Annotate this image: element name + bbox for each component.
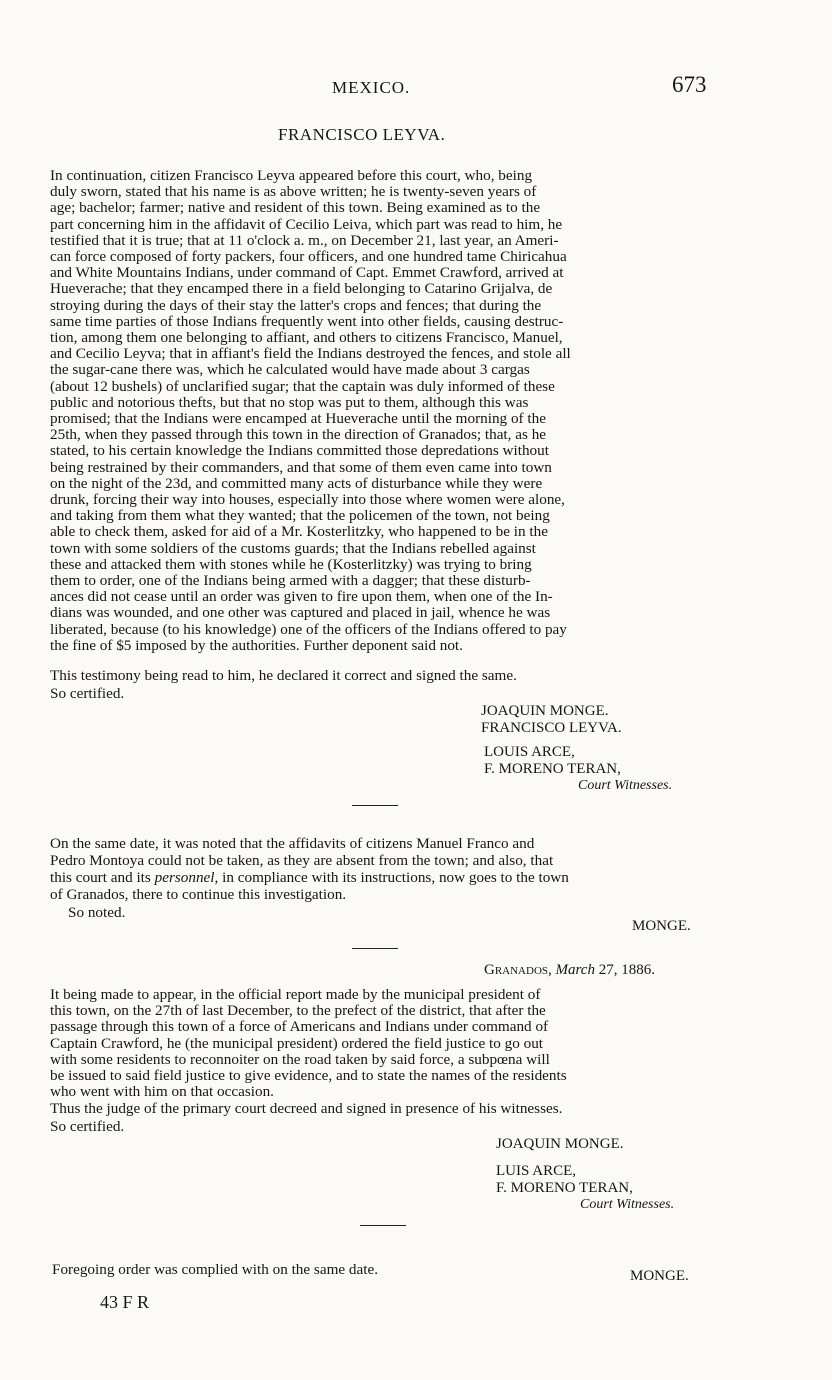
signature-leyva: FRANCISCO LEYVA. (481, 720, 622, 736)
testimony-line: and White Mountains Indians, under command of Capt. Emmet Crawford, arrived at (50, 264, 564, 282)
decree-line: this town, on the 27th of last December, to the prefect of the district, that after the (50, 1002, 546, 1020)
signature-monge-3: JOAQUIN MONGE. (496, 1136, 624, 1152)
dateline (484, 962, 655, 978)
testimony-line: promised; that the Indians were encamped at Hueverache until the morning of the (50, 410, 546, 428)
testimony-line: ances did not cease until an order was given to fire upon them, when one of the In- (50, 588, 553, 606)
dateline-place: Granados, (484, 962, 552, 978)
testimony-line: on the night of the 23d, and committed many acts of disturbance while they were (50, 474, 543, 492)
testimony-line: testified that it is true; that at 11 o'clock a. m., on December 21, last year, an Ameri- (50, 231, 559, 249)
decree-line: Captain Crawford, he (the municipal president) ordered the field justice to go out (50, 1034, 544, 1052)
section-divider-3 (360, 1225, 406, 1226)
decree-line: be issued to said field justice to give evidence, and to state the names of the residents (50, 1067, 567, 1085)
note-line-3 (50, 870, 569, 886)
testimony-line: drunk, forcing their way into houses, especially into those where women were alone, (50, 491, 565, 509)
note-line-3-post: in compliance with its instructions, now goes to the town (218, 869, 569, 886)
testimony-line: being restrained by their commanders, and that some of them even came into town (50, 458, 552, 476)
testimony-line: dians was wounded, and one other was captured and placed in jail, whence he was (50, 604, 551, 622)
testimony-line: Hueverache; that they encamped there in a field belonging to Catarino Grijalva, de (50, 280, 553, 298)
witness-teran-1: F. MORENO TERAN, (484, 761, 621, 777)
testimony-line: the sugar-cane there was, which he calculated would have made about 3 cargas (50, 361, 530, 379)
testimony-closing: This testimony being read to him, he declared it correct and signed the same. (50, 667, 517, 684)
testimony-line: town with some soldiers of the customs guards; that the Indians rebelled against (50, 539, 536, 557)
decree-line: passage through this town of a force of Americans and Indians under command of (50, 1018, 549, 1036)
decree-line: It being made to appear, in the official report made by the municipal president of (50, 986, 541, 1003)
testimony-line: and taking from them what they wanted; that the policemen of the town, not being (50, 507, 550, 525)
note-line-4: of Granados, there to continue this investigation. (50, 886, 347, 903)
testimony-line: can force composed of forty packers, four officers, and one hundred tame Chiricahua (50, 248, 567, 266)
testimony-line: and Cecilio Leyva; that in affiant's field the Indians destroyed the fences, and stole all (50, 345, 571, 363)
testimony-line: able to check them, asked for aid of a Mr. Kosterlitzky, who happened to be in the (50, 523, 548, 541)
testimony-line: age; bachelor; farmer; native and resident of this town. Being examined as to the (50, 199, 541, 217)
dateline-rest: 27, 1886. (598, 962, 655, 978)
testimony-line: stroying during the days of their stay the latter's crops and fences; that during the (50, 296, 542, 314)
testimony-line: them to order, one of the Indians being armed with a dagger; that these disturb- (50, 572, 531, 590)
section-title: FRANCISCO LEYVA. (278, 125, 446, 144)
testimony-line: stated, to his certain knowledge the Indians committed those depredations without (50, 442, 549, 460)
witness-arce-1: LOUIS ARCE, (484, 744, 575, 760)
so-certified-1: So certified. (50, 685, 125, 702)
signature-monge-4: MONGE. (630, 1268, 689, 1284)
testimony-line: 25th, when they passed through this town in the direction of Granados; that, as he (50, 426, 547, 444)
testimony-line: public and notorious thefts, but that no stop was put to them, although this was (50, 393, 529, 411)
testimony-line: tion, among them one belonging to affiant, and others to citizens Francisco, Manuel, (50, 329, 563, 347)
page-number: 673 (672, 72, 707, 97)
section-divider-1 (352, 805, 398, 806)
decree-paragraph (50, 987, 716, 1100)
testimony-paragraph (50, 168, 716, 670)
testimony-line: In continuation, citizen Francisco Leyva appeared before this court, who, being (50, 167, 533, 184)
compliance-note: Foregoing order was complied with on the same date. (52, 1261, 379, 1278)
decree-closing: Thus the judge of the primary court decreed and signed in presence of his witnesses. (50, 1100, 563, 1117)
section-divider-2 (352, 948, 398, 949)
signature-monge-2: MONGE. (632, 918, 691, 934)
note-line-1: On the same date, it was noted that the affidavits of citizens Manuel Franco and (50, 835, 535, 852)
witness-arce-2: LUIS ARCE, (496, 1163, 577, 1179)
witness-teran-2: F. MORENO TERAN, (496, 1180, 633, 1196)
note-line-2: Pedro Montoya could not be taken, as they are absent from the town; and also, that (50, 852, 554, 869)
court-witnesses-label-1: Court Witnesses. (578, 778, 673, 793)
so-noted: So noted. (68, 904, 126, 921)
note-personnel: personnel, (154, 869, 219, 886)
dateline-month: March (555, 962, 595, 978)
testimony-line: the fine of $5 imposed by the authorities. Further deponent said not. (50, 636, 463, 654)
court-witnesses-label-2: Court Witnesses. (580, 1197, 675, 1212)
testimony-line: liberated, because (to his knowledge) one of the officers of the Indians offered to pay (50, 620, 567, 638)
signature-mark: 43 F R (100, 1292, 150, 1312)
note-line-3-pre: this court and its (50, 869, 155, 886)
testimony-line: (about 12 bushels) of unclarified sugar; that the captain was duly informed of these (50, 377, 555, 395)
testimony-line: same time parties of those Indians frequently went into other fields, causing destruc- (50, 312, 564, 330)
testimony-line: duly sworn, stated that his name is as above written; he is twenty-seven years of (50, 183, 537, 201)
testimony-line: part concerning him in the affidavit of Cecilio Leiva, which part was read to him, he (50, 215, 563, 233)
decree-line: with some residents to reconnoiter on the road taken by said force, a subpœna will (50, 1050, 550, 1068)
so-certified-2: So certified. (50, 1118, 125, 1135)
running-header: MEXICO. (332, 78, 411, 97)
signature-monge-1: JOAQUIN MONGE. (481, 703, 609, 719)
testimony-line: these and attacked them with stones while he (Kosterlitzky) was trying to bring (50, 555, 532, 573)
decree-line: who went with him on that occasion. (50, 1083, 274, 1101)
